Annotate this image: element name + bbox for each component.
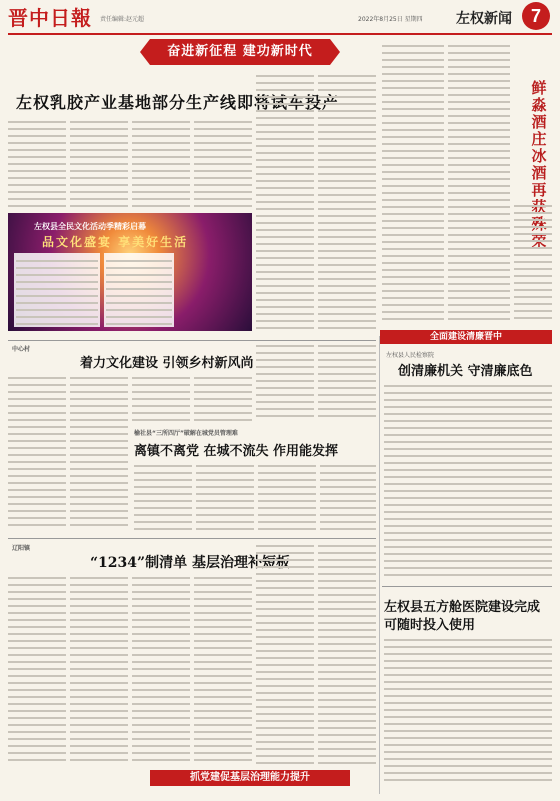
headline-culture: 着力文化建设 引领乡村新风尚 [80,356,254,371]
photo-title: 左权县全民文化活动季精彩启幕 [34,222,146,231]
divider [8,538,376,539]
article-col [320,460,376,532]
subhead: 榆社县“三所四厅”破解在城党员管理难 [134,430,238,437]
newspaper-logo: 晋中日報 [8,6,92,30]
side-headline-procuratorate: 创清廉机关 守清廉底色 [398,364,533,379]
side-tag: 左权县人民检察院 [386,352,435,359]
photo-caption-box [104,253,174,327]
divider [382,586,552,587]
article-col [8,572,66,766]
photo-slogan: 品文化盛宴 享美好生活 [42,235,189,249]
column-tag: 中心村 [12,346,31,353]
article-col [70,372,128,532]
photo-caption-box [14,253,100,327]
article-col [194,372,252,422]
issue-date: 2022年8月25日 星期四 [358,16,423,23]
article-col [256,70,314,332]
page-number: 7 [522,2,550,30]
column-rule [379,336,380,794]
masthead-rule [8,33,552,35]
article-col [134,460,192,532]
side-headline-hospital-2: 可随时投入使用 [384,618,476,633]
article-col [256,340,314,422]
article-col [8,372,66,532]
side-article [384,380,552,580]
article-col [8,116,66,208]
section-name: 左权新闻 [456,11,512,27]
article-col [382,40,444,325]
theme-banner: 奋进新征程 建功新时代 [150,39,330,65]
column-tag: 辽阳镇 [12,545,31,552]
article-col [514,200,552,325]
article-col [194,116,252,208]
festival-photo [8,213,252,331]
article-col [70,116,128,208]
article-col [256,540,314,766]
governance-bar: 抓党建促基层治理能力提升 [150,770,350,786]
clean-party-bar: 全面建设清廉晋中 [380,330,552,344]
article-col [194,572,252,766]
article-col [258,460,316,532]
side-article [384,634,552,784]
article-col [132,372,190,422]
article-col [70,572,128,766]
article-col [318,540,376,766]
article-col [132,572,190,766]
masthead [8,2,552,34]
article-col [318,70,376,332]
vertical-headline-icewine: 鲜淼酒庄冰酒再获殊荣 [531,79,547,250]
headline-party-members: 离镇不离党 在城不流失 作用能发挥 [134,444,339,459]
article-col [196,460,254,532]
headline-latex-industry: 左权乳胶产业基地部分生产线即将试车投产 [16,93,340,112]
side-headline-hospital-1: 左权县五方舱医院建设完成 [384,600,541,615]
headline-governance: “1234”制清单 基层治理补短板 [90,555,290,571]
editor-credit: 责任编辑:赵元超 [100,16,145,23]
article-col [448,40,510,325]
article-col [132,116,190,208]
article-col [318,340,376,422]
